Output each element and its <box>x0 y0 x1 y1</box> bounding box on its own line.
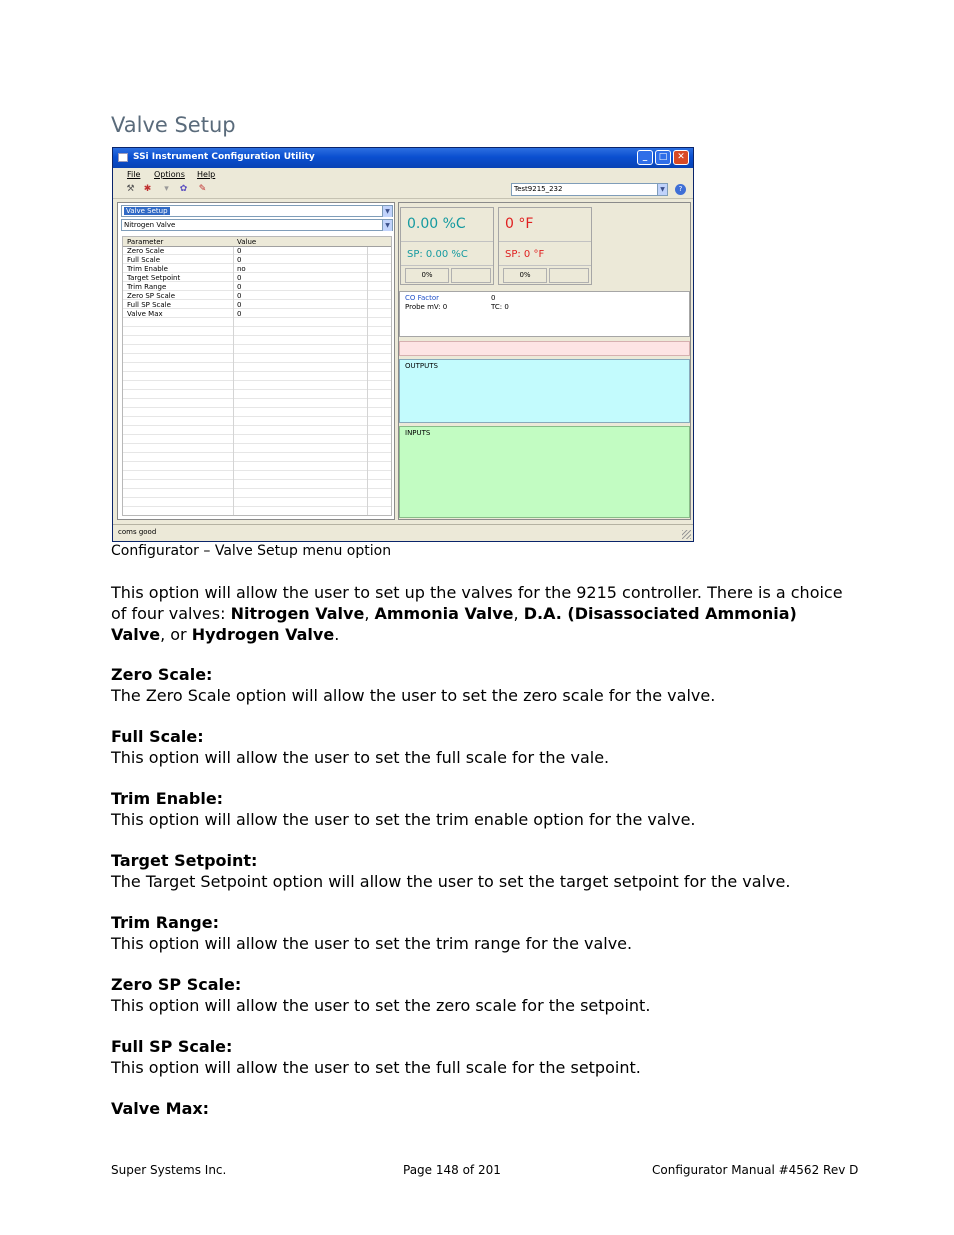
section-title: Full Scale: <box>111 727 204 746</box>
title-bar <box>113 148 693 168</box>
toolbar <box>113 181 693 199</box>
instrument-select-value: Test9215_232 <box>514 185 563 193</box>
section-text: The Target Setpoint option will allow the user to set the target setpoint for the valve. <box>111 872 791 891</box>
settings-icon[interactable]: ✿ <box>179 184 188 194</box>
carbon-sp: SP: 0.00 %C <box>407 249 468 260</box>
table-row[interactable]: Zero Scale 0 <box>127 247 242 255</box>
carbon-output: 0% <box>405 268 449 283</box>
footer-page-number: Page 148 of 201 <box>403 1163 501 1177</box>
alarm-bar <box>399 341 690 356</box>
chevron-down-icon[interactable]: ▼ <box>382 220 392 231</box>
table-row[interactable]: Full Scale 0 <box>127 256 242 264</box>
carbon-meter <box>400 207 494 285</box>
probe-mv: Probe mV: 0 <box>405 303 448 311</box>
temperature-pv: 0 °F <box>505 216 534 232</box>
table-row[interactable]: Valve Max 0 <box>127 310 242 318</box>
value-header: Value <box>237 238 257 246</box>
app-icon <box>118 153 128 162</box>
outputs-panel <box>399 359 690 423</box>
menu-option-select[interactable] <box>121 205 393 217</box>
menu-help[interactable]: Help <box>197 170 216 179</box>
section-text: This option will allow the user to set the full scale for the vale. <box>111 748 610 767</box>
section-text: This option will allow the user to set the zero scale for the setpoint. <box>111 996 651 1015</box>
disconnect-icon[interactable]: ✱ <box>143 184 152 194</box>
table-row[interactable]: Target Setpoint 0 <box>127 274 242 282</box>
intro-paragraph: This option will allow the user to set up the valves for the 9215 controller. There is a choice of four valves: Nitrogen Valve, Ammonia Valve, D.A. (Disassociated Ammonia) Valve, or Hydrogen Valve. <box>111 583 843 644</box>
section-text: This option will allow the user to set the trim range for the valve. <box>111 934 633 953</box>
status-text: coms good <box>118 528 157 536</box>
footer-manual: Configurator Manual #4562 Rev D <box>652 1163 859 1177</box>
section-title: Target Setpoint: <box>111 851 258 870</box>
inputs-panel <box>399 426 690 518</box>
chevron-down-icon[interactable]: ▼ <box>382 206 392 217</box>
edit-icon[interactable]: ✎ <box>198 184 207 194</box>
temperature-output: 0% <box>503 268 547 283</box>
section-title: Zero Scale: <box>111 665 213 684</box>
parameter-grid <box>122 236 392 516</box>
section-title: Full SP Scale: <box>111 1037 233 1056</box>
table-row[interactable]: Full SP Scale 0 <box>127 301 242 309</box>
valve-select[interactable] <box>121 219 393 231</box>
table-row[interactable]: Trim Enable no <box>127 265 246 273</box>
valve-select-value: Nitrogen Valve <box>124 221 176 229</box>
grid-header <box>123 237 391 247</box>
page-heading: Valve Setup <box>111 113 236 137</box>
download-icon[interactable]: ▾ <box>164 184 169 194</box>
section-title: Zero SP Scale: <box>111 975 242 994</box>
status-bar <box>113 524 693 541</box>
temperature-sp: SP: 0 °F <box>505 249 545 260</box>
connect-icon[interactable]: ⚒ <box>126 184 135 194</box>
instrument-select[interactable] <box>511 183 668 196</box>
help-icon[interactable]: ? <box>675 184 686 195</box>
tc-value: TC: 0 <box>491 303 509 311</box>
app-window-screenshot <box>112 147 694 542</box>
temperature-meter <box>498 207 592 285</box>
maximize-button[interactable]: □ <box>655 150 671 165</box>
menu-file[interactable]: File <box>127 170 141 179</box>
menu-options[interactable]: Options <box>154 170 185 179</box>
section-text: The Zero Scale option will allow the user to set the zero scale for the valve. <box>111 686 716 705</box>
carbon-pv: 0.00 %C <box>407 216 466 232</box>
resize-grip-icon[interactable] <box>682 530 691 539</box>
table-row[interactable]: Zero SP Scale 0 <box>127 292 242 300</box>
co-factor-label: CO Factor <box>405 294 440 302</box>
chevron-down-icon[interactable]: ▼ <box>657 184 667 195</box>
section-text: This option will allow the user to set the trim enable option for the valve. <box>111 810 696 829</box>
right-pane <box>398 202 691 520</box>
section-text: This option will allow the user to set the full scale for the setpoint. <box>111 1058 641 1077</box>
parameter-header: Parameter <box>127 238 164 246</box>
inputs-label: INPUTS <box>405 429 431 437</box>
minimize-button[interactable]: _ <box>637 150 653 165</box>
table-row[interactable]: Trim Range 0 <box>127 283 242 291</box>
menu-option-value: Valve Setup <box>126 207 168 215</box>
menu-bar <box>113 168 693 181</box>
close-button[interactable]: ✕ <box>673 150 689 165</box>
outputs-label: OUTPUTS <box>405 362 438 370</box>
window-title: SSi Instrument Configuration Utility <box>133 152 315 162</box>
co-factor-value: 0 <box>491 294 496 302</box>
section-title: Trim Enable: <box>111 789 224 808</box>
section-title: Trim Range: <box>111 913 219 932</box>
section-title: Valve Max: <box>111 1099 210 1118</box>
left-pane <box>117 202 395 520</box>
figure-caption: Configurator – Valve Setup menu option <box>111 543 392 559</box>
footer-company: Super Systems Inc. <box>111 1163 227 1177</box>
probe-info <box>399 291 690 337</box>
